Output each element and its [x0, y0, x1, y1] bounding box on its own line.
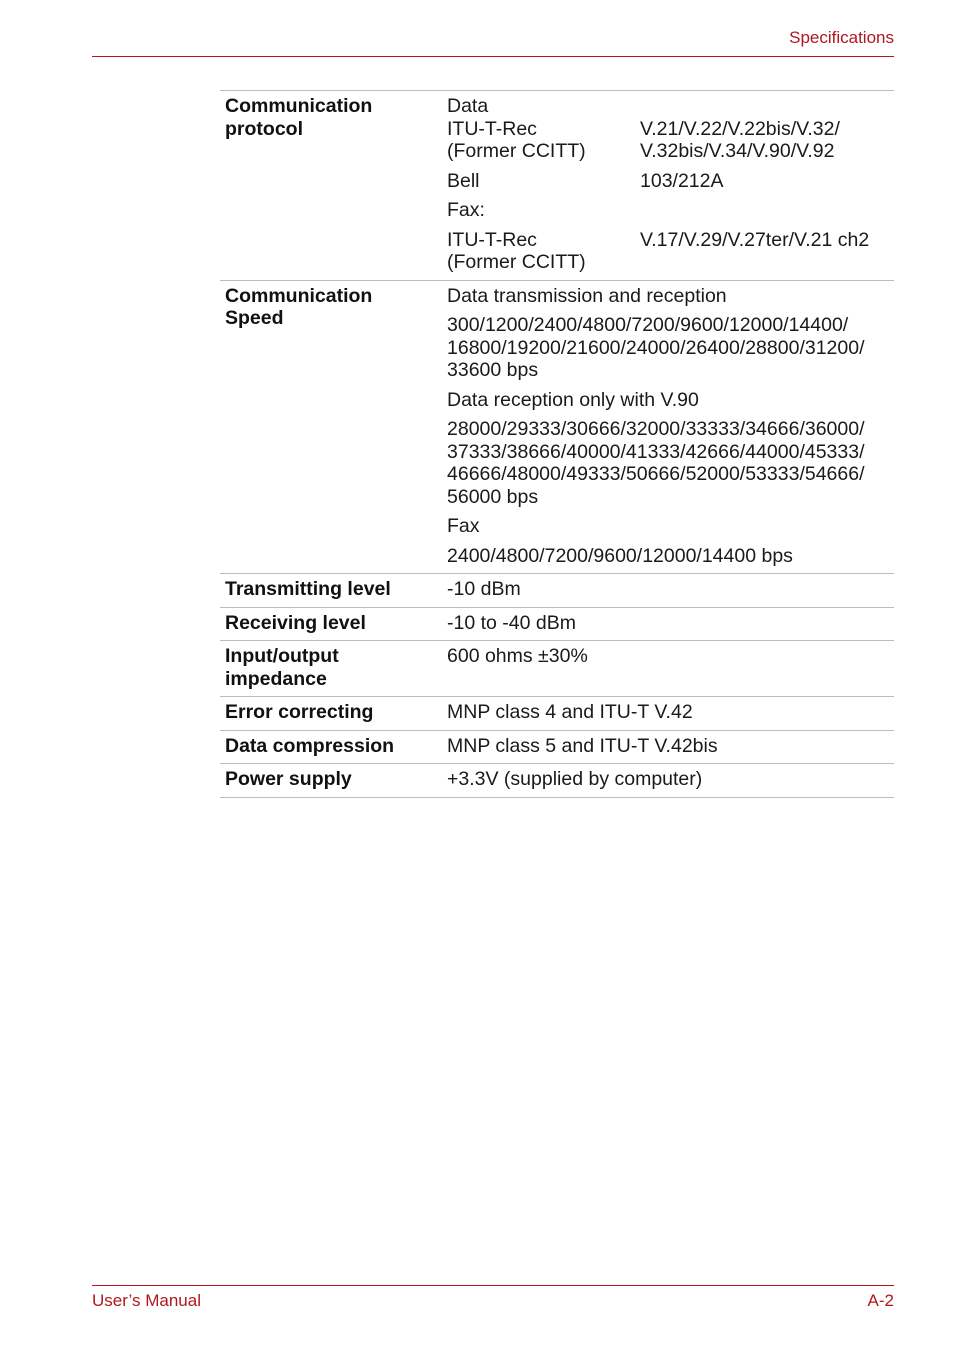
pair-value: 103/212A [640, 169, 724, 192]
value-paragraph: 300/1200/2400/4800/7200/9600/12000/14400/ 16800/19200/21600/24000/26400/28800/31200/ 33600 bps [447, 314, 865, 381]
protocol-pair [447, 170, 890, 193]
row-value: -10 to -40 dBm [447, 611, 576, 634]
pair-key: ITU-T-Rec (Former CCITT) [447, 228, 586, 273]
table-row-communication-protocol [220, 91, 894, 281]
value-paragraph: 2400/4800/7200/9600/12000/14400 bps [447, 544, 793, 567]
row-label: Power supply [225, 768, 352, 790]
pair-value: V.21/V.22/V.22bis/V.32/ V.32bis/V.34/V.90/V.92 [640, 117, 840, 162]
pair-key: Bell [447, 169, 480, 192]
row-value: MNP class 5 and ITU-T V.42bis [447, 734, 718, 757]
value-paragraph: Fax [447, 515, 480, 537]
footer-manual-title: User’s Manual [92, 1291, 201, 1310]
table-row-communication-speed [220, 281, 894, 575]
footer-divider [92, 1285, 894, 1286]
row-label: Receiving level [225, 611, 366, 634]
row-label: Communication protocol [225, 95, 373, 140]
row-label: Error correcting [225, 701, 374, 723]
row-value: MNP class 4 and ITU-T V.42 [447, 701, 693, 723]
row-value [447, 281, 894, 574]
row-value: 600 ohms ±30% [447, 645, 588, 667]
pair-value: V.17/V.29/V.27ter/V.21 ch2 [640, 228, 870, 251]
protocol-pair [447, 118, 890, 163]
table-row-error-correcting [220, 697, 894, 731]
row-label: Transmitting level [225, 578, 391, 600]
row-value [447, 91, 894, 280]
value-paragraph: 28000/29333/30666/32000/33333/34666/36000/ 37333/38666/40000/41333/42666/44000/45333/ 46666/48000/49333/50666/52000/53333/54666/ 56000 bps [447, 418, 865, 508]
row-value: -10 dBm [447, 578, 521, 600]
running-header-title: Specifications [789, 28, 894, 47]
pair-key: ITU-T-Rec (Former CCITT) [447, 117, 586, 162]
specifications-table [220, 90, 894, 798]
table-row-transmitting-level [220, 574, 894, 608]
row-label: Data compression [225, 734, 395, 757]
protocol-pair [447, 229, 890, 274]
row-label: Communication Speed [225, 284, 373, 329]
row-value: +3.3V (supplied by computer) [447, 768, 703, 790]
value-line: Data [447, 95, 489, 117]
value-paragraph: Data transmission and reception [447, 284, 727, 307]
row-label: Input/output impedance [225, 645, 339, 690]
table-row-input-output-impedance [220, 641, 894, 697]
header-divider [92, 56, 894, 57]
table-row-power-supply [220, 764, 894, 798]
table-row-receiving-level [220, 608, 894, 642]
table-row-data-compression [220, 731, 894, 765]
value-line: Fax: [447, 199, 485, 221]
page-number: A-2 [867, 1291, 894, 1310]
value-paragraph: Data reception only with V.90 [447, 388, 699, 411]
